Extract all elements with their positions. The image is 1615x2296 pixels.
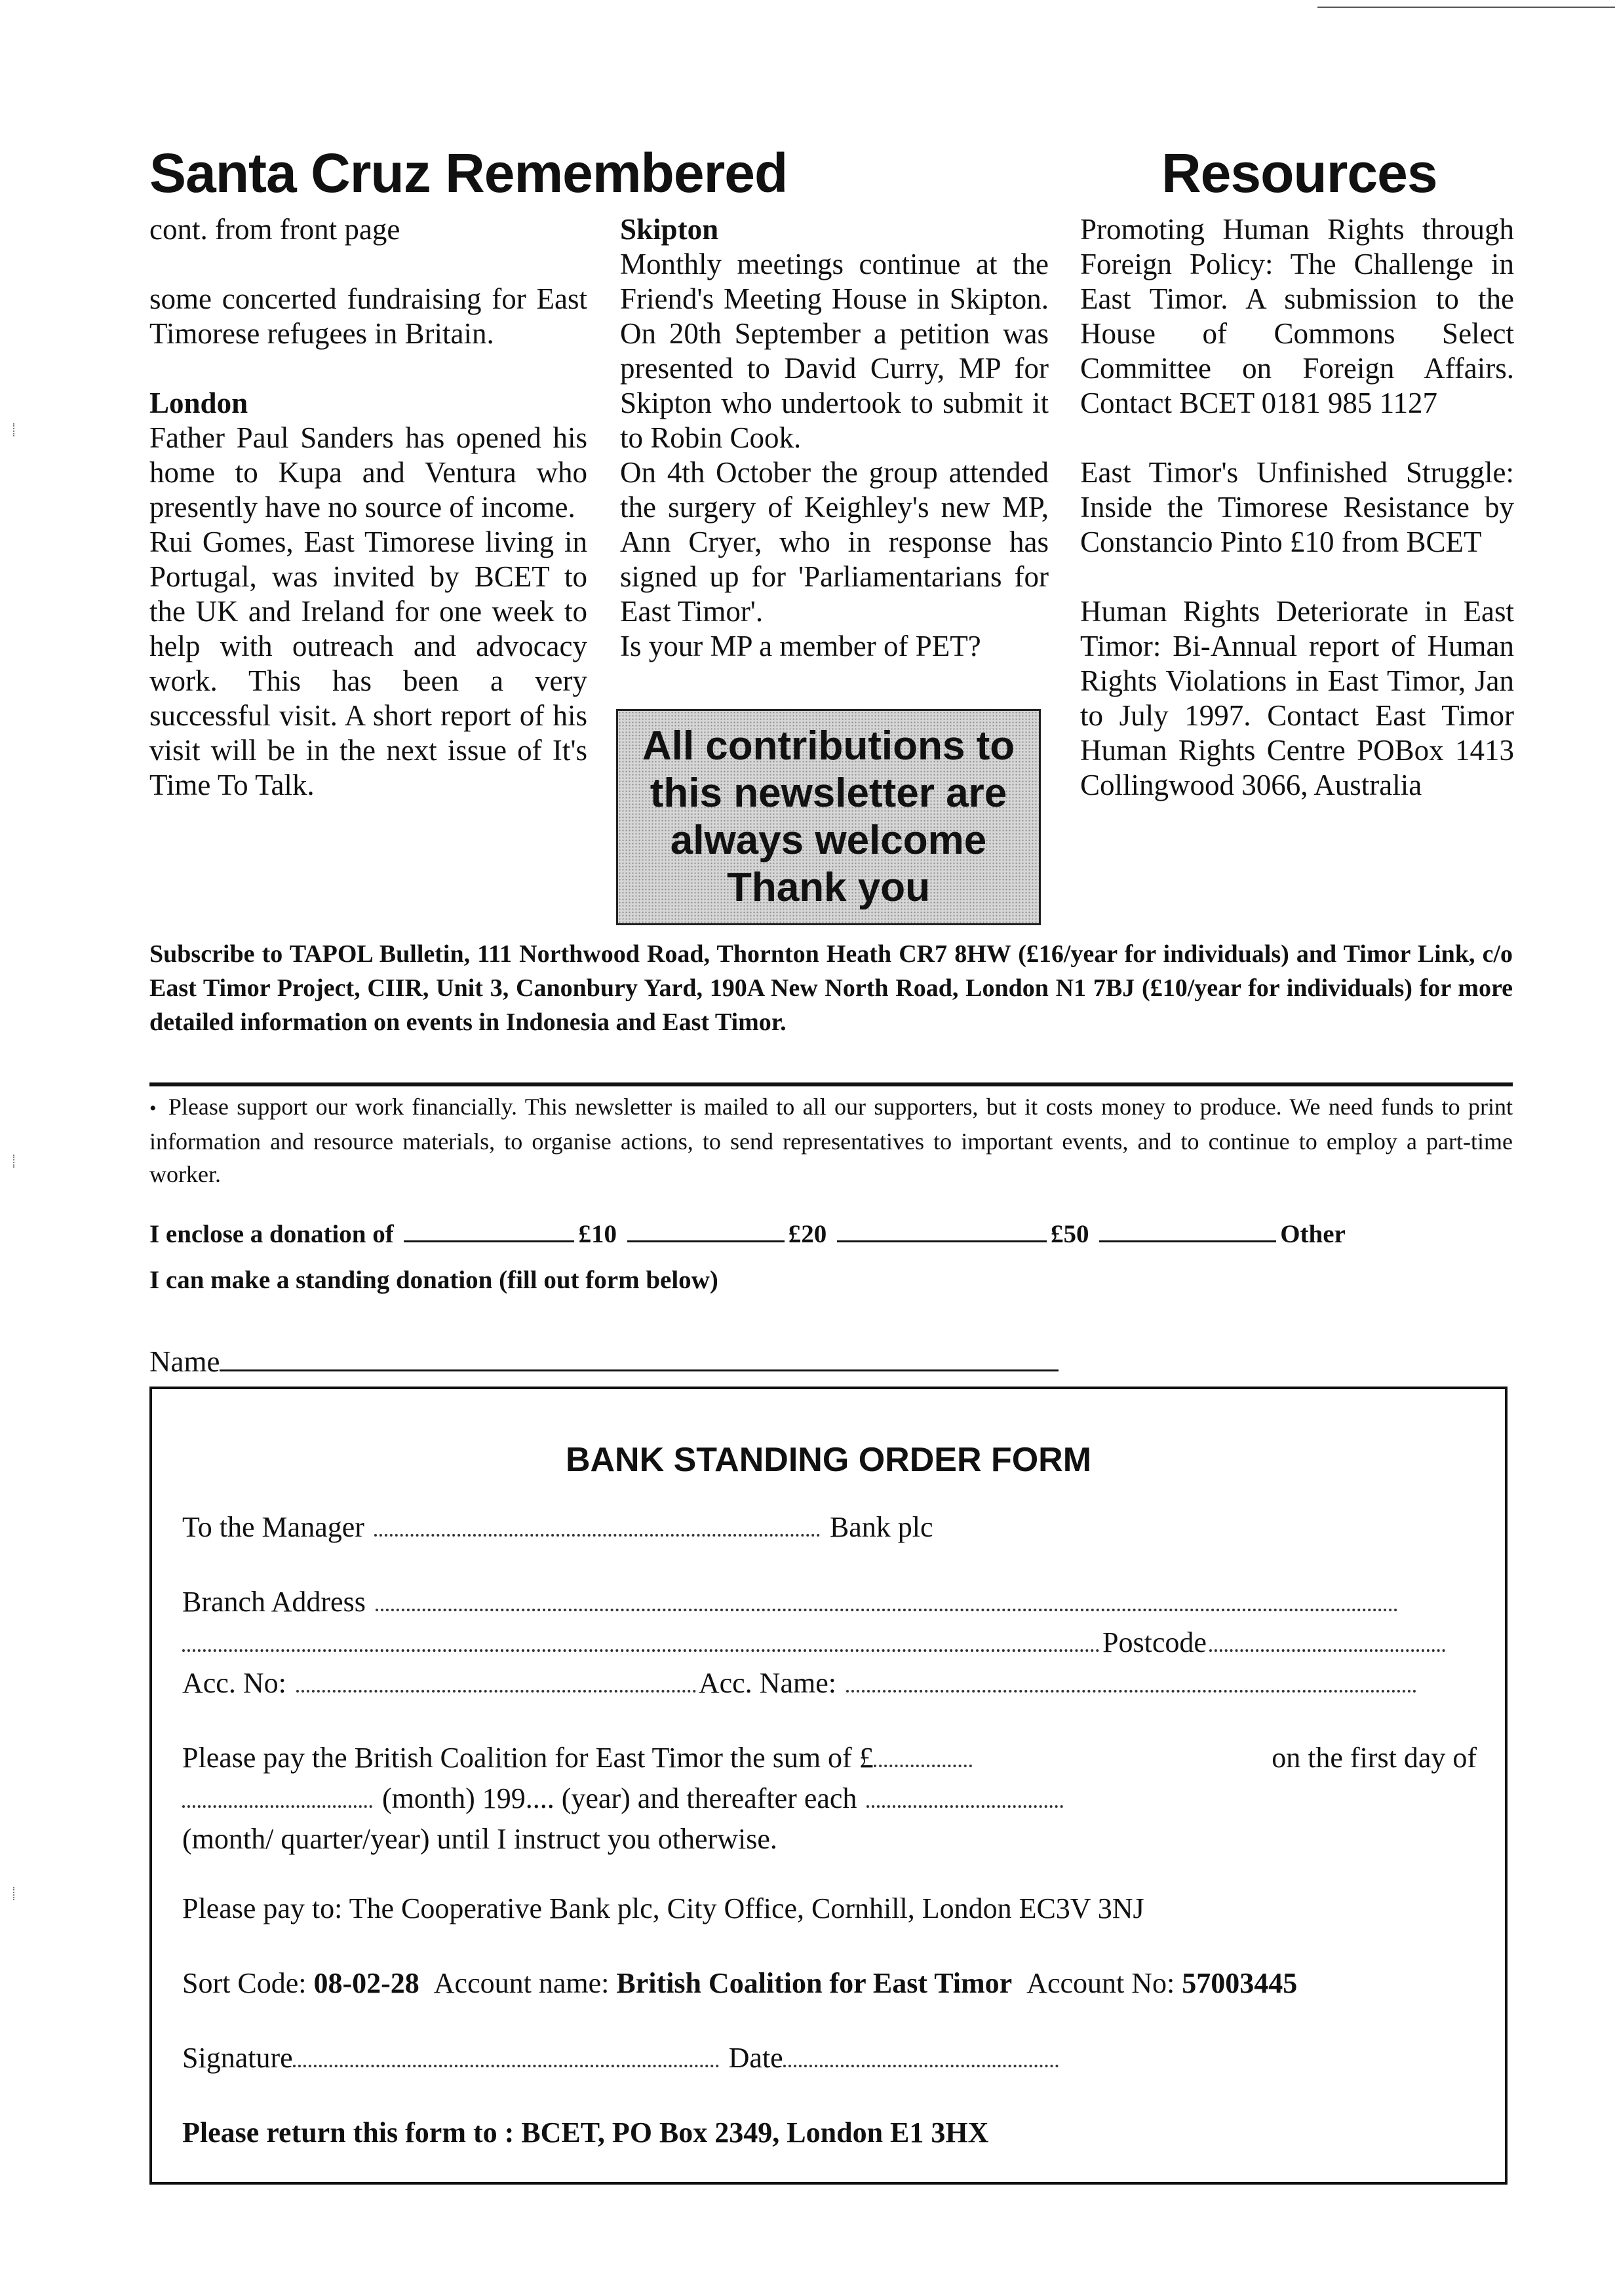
branch-row — [182, 1582, 1477, 1622]
skipton-subheading: Skipton — [620, 213, 719, 246]
name-label: Name — [149, 1345, 220, 1378]
payment-instruction — [182, 1738, 1477, 1860]
section-heading-resources: Resources — [1161, 142, 1437, 204]
form-title: BANK STANDING ORDER FORM — [565, 1441, 1092, 1479]
donation-other-blank[interactable] — [1099, 1240, 1276, 1242]
first-day-label: on the first day of — [1272, 1742, 1477, 1774]
donation-option-other[interactable]: Other — [1280, 1220, 1346, 1248]
manager-row — [182, 1507, 1477, 1548]
donation-option-50[interactable]: £50 — [1050, 1220, 1089, 1248]
postcode-row — [182, 1622, 1477, 1663]
resource-item-unfinished-struggle: East Timor's Unfinished Struggle: Inside the Timorese Resistance by Constancio Pinto £10 from BCET — [1080, 456, 1514, 558]
gomes-paragraph: Rui Gomes, East Timorese living in Portugal, was invited by BCET to the UK and Ireland for one week to help with outreach and advocacy work. This has been a very successful visit. A short report of his visit will be in the next issue of It's Time To Talk. — [149, 526, 587, 801]
date-label: Date — [728, 2042, 783, 2074]
bank-details-row — [182, 1963, 1477, 2004]
resource-item-human-rights-report: Human Rights Deteriorate in East Timor: Bi-Annual report of Human Rights Violations in East Timor, Jan to July 1997. Contact East Timor Human Rights Centre POBox 1413 Collingwood 3066, Australia — [1080, 595, 1514, 801]
support-appeal — [149, 1090, 1513, 1191]
top-rule — [1317, 7, 1615, 8]
name-row — [149, 1343, 1062, 1380]
account-no-value: 57003445 — [1182, 1967, 1298, 1999]
year-thereafter-label: (month) 199.... (year) and thereafter each — [382, 1782, 857, 1814]
bank-plc-label: Bank plc — [829, 1511, 933, 1543]
bank-standing-order-form — [149, 1387, 1508, 2185]
column-resources — [1080, 212, 1514, 803]
branch-address-label: Branch Address — [182, 1586, 366, 1618]
sort-code-label: Sort Code: — [182, 1967, 307, 1999]
margin-mark — [13, 1155, 20, 1168]
payment-sum-field[interactable] — [874, 1764, 972, 1767]
donation-option-10[interactable]: £10 — [578, 1220, 617, 1248]
support-text: Please support our work financially. This newsletter is mailed to all our supporters, but it costs money to produce. We need funds to print information and resource materials, to organise actions, to send representatives to important events, and to continue to employ a part-time worker. — [149, 1094, 1513, 1187]
postcode-label: Postcode — [1102, 1626, 1207, 1658]
acc-no-field[interactable] — [296, 1689, 696, 1693]
continued-note: cont. from front page — [149, 213, 400, 246]
frequency-field[interactable] — [866, 1805, 1063, 1808]
account-no-label: Account No: — [1026, 1967, 1175, 1999]
postcode-field[interactable] — [1209, 1649, 1445, 1652]
donation-20-blank[interactable] — [627, 1240, 785, 1242]
callout-line-1: All contributions to — [642, 723, 1015, 769]
callout-line-2: this newsletter are — [650, 771, 1007, 816]
return-address: Please return this form to : BCET, PO Box 2349, London E1 3HX — [182, 2116, 989, 2149]
branch-address-field[interactable] — [376, 1608, 1398, 1611]
donation-50-blank[interactable] — [837, 1240, 1047, 1242]
fundraising-paragraph: some concerted fundraising for East Timorese refugees in Britain. — [149, 282, 587, 350]
pay-to-line: Please pay to: The Cooperative Bank plc, City Office, Cornhill, London EC3V 3NJ — [182, 1892, 1144, 1924]
sort-code-value: 08-02-28 — [313, 1967, 419, 1999]
keighley-paragraph: On 4th October the group attended the surgery of Keighley's new MP, Ann Cryer, who in response has signed up for 'Parliamentarians for East Timor'. — [620, 456, 1049, 628]
skipton-paragraph: Monthly meetings continue at the Friend's Meeting House in Skipton. On 20th September a petition was presented to David Curry, MP for Skipton who undertook to submit it to Robin Cook. — [620, 248, 1049, 454]
signature-label: Signature — [182, 2042, 293, 2074]
acc-no-label: Acc. No: — [182, 1667, 286, 1699]
donation-label: I enclose a donation of — [149, 1220, 394, 1248]
payment-sum-label: Please pay the British Coalition for East Timor the sum of £ — [182, 1742, 874, 1774]
donation-option-20[interactable]: £20 — [788, 1220, 827, 1248]
manager-bank-field[interactable] — [374, 1533, 820, 1537]
contributions-callout-box — [616, 709, 1041, 925]
date-field[interactable] — [783, 2064, 1059, 2067]
signature-field[interactable] — [293, 2064, 719, 2067]
start-month-field[interactable] — [182, 1805, 372, 1808]
bullet-icon: • — [149, 1098, 157, 1119]
acc-name-label: Acc. Name: — [698, 1667, 836, 1699]
account-name-value: British Coalition for East Timor — [616, 1967, 1013, 1999]
donation-10-blank[interactable] — [404, 1240, 574, 1242]
section-divider — [149, 1082, 1513, 1086]
standing-donation-option[interactable]: I can make a standing donation (fill out form below) — [149, 1266, 718, 1294]
column-left — [149, 212, 587, 803]
branch-address-field-line-2[interactable] — [182, 1649, 1100, 1652]
column-middle — [620, 212, 1049, 664]
sanders-paragraph: Father Paul Sanders has opened his home to Kupa and Ventura who presently have no source of income. — [149, 421, 587, 524]
frequency-label: (month/ quarter/year) until I instruct you otherwise. — [182, 1823, 777, 1855]
acc-name-field[interactable] — [846, 1689, 1416, 1693]
resource-item-foreign-policy: Promoting Human Rights through Foreign Policy: The Challenge in East Timor. A submission to the House of Commons Select Committee on Foreign Affairs. Contact BCET 0181 985 1127 — [1080, 213, 1514, 419]
name-field[interactable] — [220, 1369, 1059, 1371]
margin-mark — [13, 1887, 20, 1900]
pet-question: Is your MP a member of PET? — [620, 630, 981, 662]
account-name-label: Account name: — [433, 1967, 610, 1999]
callout-line-4: Thank you — [726, 865, 930, 910]
callout-line-3: always welcome — [670, 818, 987, 863]
section-heading-santa-cruz: Santa Cruz Remembered — [149, 142, 788, 204]
subscribe-notice: Subscribe to TAPOL Bulletin, 111 Northwood Road, Thornton Heath CR7 8HW (£16/year for individuals) and Timor Link, c/o East Timor Project, CIIR, Unit 3, Canonbury Yard, 190A New North Road, London N1 7BJ (£10/year for individuals) for more detailed information on events in Indonesia and East Timor. — [149, 940, 1513, 1036]
london-subheading: London — [149, 387, 248, 419]
account-row — [182, 1663, 1477, 1704]
signature-row — [182, 2038, 1477, 2078]
manager-label: To the Manager — [182, 1511, 364, 1543]
donation-row — [149, 1217, 1460, 1252]
margin-mark — [13, 423, 20, 436]
